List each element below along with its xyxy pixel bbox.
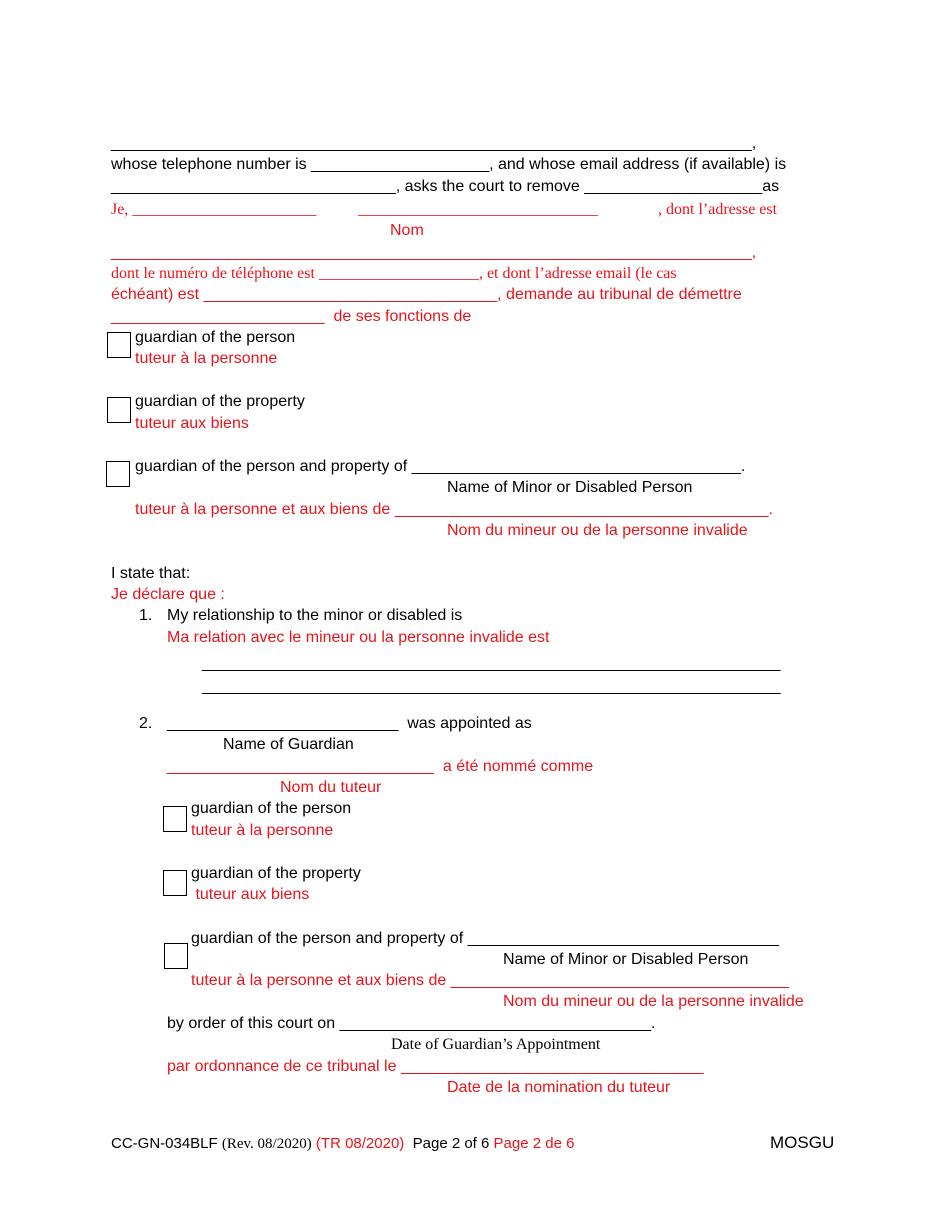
item2-en: __________________________ was appointed as [167, 715, 532, 732]
appointed-person-property-fr: tuteur à la personne et aux biens de ______________________________________ [191, 972, 789, 989]
option-person-property-en-label: Name of Minor or Disabled Person [447, 479, 693, 496]
footer-rev: (Rev. 08/2020) [221, 1136, 312, 1152]
footer [111, 1134, 574, 1154]
footer-tr: (TR 08/2020) [315, 1135, 405, 1152]
fr-line2: ________________________________________________________________________, [111, 244, 757, 261]
option-guardian-person-fr: tuteur à la personne [135, 350, 278, 367]
checkbox-guardian-person-property[interactable] [106, 461, 130, 487]
fr-je-line: Je, _______________________ [111, 201, 317, 218]
item1-blank-line-1: _________________________________________________________________ [202, 655, 781, 672]
option-guardian-property-en: guardian of the property [135, 393, 305, 410]
appointed-property-fr: tuteur aux biens [191, 886, 310, 903]
fr-fonctions-line: ________________________ de ses fonctions de [111, 308, 472, 325]
appointed-person-property-en-label: Name of Minor or Disabled Person [503, 951, 749, 968]
checkbox-appointed-guardian-property[interactable] [163, 870, 187, 896]
option-guardian-property-fr: tuteur aux biens [135, 415, 249, 432]
item1-en: My relationship to the minor or disabled is [167, 607, 463, 624]
appointed-person-fr: tuteur à la personne [191, 822, 334, 839]
fr-name-blank: ______________________________ [358, 201, 598, 218]
order-en: by order of this court on ___________________________________. [167, 1015, 656, 1032]
intro-phone-line: whose telephone number is ____________________, and whose email address (if available) is [111, 156, 787, 173]
appointed-property-en: guardian of the property [191, 865, 361, 882]
appointed-person-property-fr-label: Nom du mineur ou de la personne invalide [503, 993, 804, 1010]
item2-fr: ______________________________ a été nommé comme [167, 758, 594, 775]
option-person-property-fr-label: Nom du mineur ou de la personne invalide [447, 522, 748, 539]
footer-form-id: CC-GN-034BLF [111, 1135, 218, 1152]
checkbox-guardian-property[interactable] [107, 397, 131, 423]
order-fr: par ordonnance de ce tribunal le __________________________________ [167, 1058, 704, 1075]
appointed-person-en: guardian of the person [191, 800, 352, 817]
intro-top-line: ________________________________________________________________________, [111, 135, 757, 152]
option-person-property-en: guardian of the person and property of _____________________________________. [135, 458, 746, 475]
checkbox-appointed-person-property[interactable] [164, 943, 188, 969]
fr-echeant-line: échéant) est _________________________________, demande au tribunal de démettre [111, 286, 742, 303]
appointed-person-property-en: guardian of the person and property of ___________________________________ [191, 930, 780, 947]
item2-fr-label: Nom du tuteur [280, 779, 382, 796]
footer-page-en: Page 2 of 6 [412, 1135, 490, 1152]
fr-dont-adresse: , dont l’adresse est [658, 201, 778, 218]
state-fr: Je déclare que : [111, 586, 225, 603]
order-en-label: Date of Guardian’s Appointment [391, 1036, 601, 1053]
checkbox-guardian-person[interactable] [107, 332, 131, 358]
option-guardian-person-en: guardian of the person [135, 329, 296, 346]
footer-page-fr: Page 2 de 6 [493, 1135, 575, 1152]
fr-phone-line: dont le numéro de téléphone est ____________________, et dont l’adresse email (le cas [111, 265, 677, 282]
checkbox-appointed-guardian-person[interactable] [163, 806, 187, 832]
item2-en-label: Name of Guardian [223, 736, 354, 753]
order-fr-label: Date de la nomination du tuteur [447, 1079, 671, 1096]
fr-nom-label: Nom [390, 222, 424, 239]
item2-number: 2. [139, 715, 153, 732]
option-person-property-fr: tuteur à la personne et aux biens de __________________________________________. [135, 501, 773, 518]
item1-fr: Ma relation avec le mineur ou la personne invalide est [167, 629, 550, 646]
intro-asks-line: ________________________________, asks the court to remove ____________________as [111, 178, 780, 195]
item1-blank-line-2: _________________________________________________________________ [202, 678, 781, 695]
state-en: I state that: [111, 565, 191, 582]
footer-code: MOSGU [770, 1133, 835, 1152]
item1-number: 1. [139, 607, 153, 624]
